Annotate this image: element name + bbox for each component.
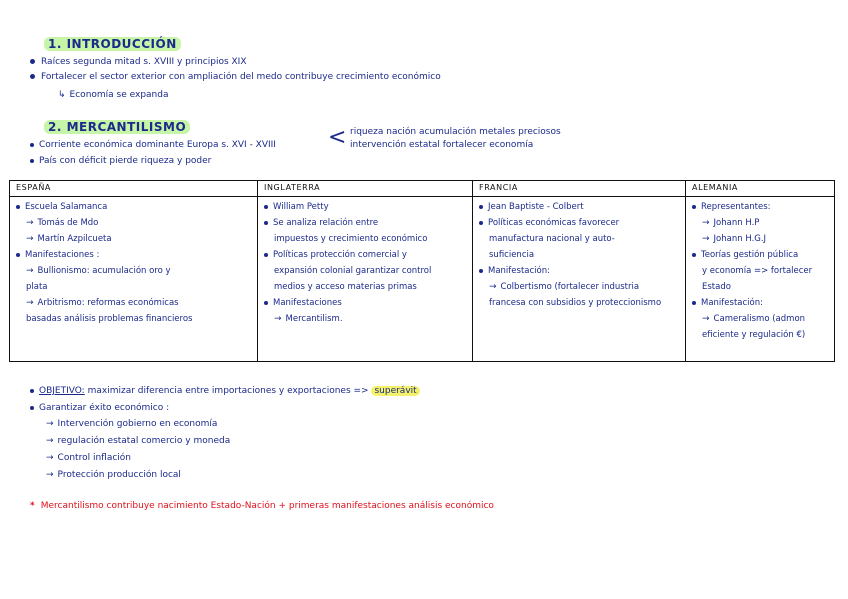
- cell-line-text: Jean Baptiste - Colbert: [488, 202, 584, 212]
- cell-line-text: impuestos y crecimiento económico: [274, 234, 428, 244]
- cell-line: [692, 279, 828, 295]
- cell-line: [479, 295, 679, 311]
- cell-line: [692, 311, 828, 327]
- merc-title: [44, 120, 190, 134]
- cell-line: [692, 263, 828, 279]
- intro-sub: [58, 89, 169, 101]
- brace-icon: <: [328, 125, 347, 150]
- cell-line: [16, 295, 251, 311]
- cell-line: [264, 247, 466, 263]
- cell-line: [264, 295, 466, 311]
- cell-espana: [10, 197, 258, 362]
- cell-inglaterra: [258, 197, 473, 362]
- cell-line-text: Johann H.P: [713, 218, 760, 228]
- cell-line-text: Manifestación:: [701, 298, 763, 308]
- conclusion-line: [30, 500, 494, 512]
- merc-bullet-1-text: Corriente económica dominante Europa s. XVI - XVIII: [39, 140, 276, 150]
- cell-line: [16, 263, 251, 279]
- cell-line: [692, 295, 828, 311]
- header-inglaterra: INGLATERRA: [258, 181, 473, 197]
- cell-line-text: expansión colonial garantizar control: [274, 266, 432, 276]
- arrow-icon: →: [46, 419, 54, 429]
- cell-line-text: suficiencia: [489, 250, 535, 260]
- bullet-icon: [30, 59, 35, 64]
- arrow-icon: →: [702, 218, 710, 228]
- cell-line: [479, 279, 679, 295]
- table-header-row: [10, 181, 835, 197]
- cell-line-text: Cameralismo (admon: [713, 314, 806, 324]
- objetivo-item-text: Control inflación: [57, 453, 131, 463]
- arrow-icon: →: [46, 453, 54, 463]
- objetivo-bullet-2: [30, 402, 169, 414]
- star-icon: *: [30, 501, 35, 511]
- intro-bullet-1-text: Raíces segunda mitad s. XVIII y principios XIX: [41, 57, 247, 67]
- cell-line-text: William Petty: [273, 202, 329, 212]
- bullet-icon: [30, 74, 35, 79]
- cell-line: [479, 247, 679, 263]
- arrow-icon: →: [702, 234, 710, 244]
- table-row: [10, 197, 835, 362]
- cell-line-text: Martín Azpilcueta: [37, 234, 112, 244]
- merc-bullet-2-text: País con déficit pierde riqueza y poder: [39, 156, 212, 166]
- objetivo-label: OBJETIVO:: [39, 386, 85, 396]
- header-alemania: ALEMANIA: [686, 181, 835, 197]
- cell-line: [264, 279, 466, 295]
- intro-bullet-2-text: Fortalecer el sector exterior con ampliación del medo contribuye crecimiento económico: [41, 72, 441, 82]
- cell-line-text: y economía => fortalecer: [702, 266, 813, 276]
- arrow-icon: →: [26, 234, 34, 244]
- cell-line-text: Bullionismo: acumulación oro y: [37, 266, 171, 276]
- countries-table: [9, 180, 835, 362]
- bullet-icon: [264, 205, 268, 209]
- cell-line-text: Colbertismo (fortalecer industria: [500, 282, 640, 292]
- cell-line: [16, 311, 251, 327]
- cell-francia: [473, 197, 686, 362]
- cell-line: [479, 231, 679, 247]
- cell-line: [16, 199, 251, 215]
- cell-line-text: Tomás de Mdo: [37, 218, 99, 228]
- cell-line-text: eficiente y regulación €): [702, 330, 806, 340]
- cell-line: [692, 215, 828, 231]
- cell-line-text: Estado: [702, 282, 731, 292]
- hook-arrow-icon: ↳: [58, 90, 66, 100]
- merc-branch-1: riqueza nación acumulación metales preciosos: [350, 127, 561, 137]
- cell-line-text: francesa con subsidios y proteccionismo: [489, 298, 662, 308]
- cell-line: [264, 199, 466, 215]
- cell-line: [479, 263, 679, 279]
- header-espana: ESPAÑA: [10, 181, 258, 197]
- arrow-icon: →: [46, 436, 54, 446]
- arrow-icon: →: [26, 218, 34, 228]
- objetivo-text: maximizar diferencia entre importaciones y exportaciones =>: [87, 386, 369, 396]
- bullet-icon: [692, 253, 696, 257]
- merc-bullet-2: [30, 155, 211, 167]
- cell-line: [479, 215, 679, 231]
- bullet-icon: [30, 159, 34, 163]
- cell-line-text: Manifestación:: [488, 266, 550, 276]
- bullet-icon: [692, 205, 696, 209]
- cell-line-text: Mercantilism.: [285, 314, 343, 324]
- bullet-icon: [479, 205, 483, 209]
- arrow-icon: →: [46, 470, 54, 480]
- cell-line-text: Teorías gestión pública: [701, 250, 799, 260]
- objetivo-bullet-2-text: Garantizar éxito económico :: [39, 403, 170, 413]
- intro-title-text: 1. INTRODUCCIÓN: [44, 37, 181, 51]
- intro-sub-text: Economía se expanda: [69, 90, 169, 100]
- cell-line: [16, 247, 251, 263]
- cell-line: [264, 231, 466, 247]
- bullet-icon: [16, 205, 20, 209]
- arrow-icon: →: [26, 298, 34, 308]
- arrow-icon: →: [26, 266, 34, 276]
- arrow-icon: →: [274, 314, 282, 324]
- objetivo-item: [46, 418, 217, 430]
- bullet-icon: [30, 143, 34, 147]
- objetivo-item-text: Intervención gobierno en economía: [57, 419, 218, 429]
- merc-branch-2: intervención estatal fortalecer economía: [350, 140, 534, 150]
- cell-line-text: Se analiza relación entre: [273, 218, 379, 228]
- objetivo-item-text: Protección producción local: [57, 470, 181, 480]
- conclusion-text: Mercantilismo contribuye nacimiento Estado-Nación + primeras manifestaciones análisis económico: [40, 501, 494, 511]
- cell-line-text: Representantes:: [701, 202, 771, 212]
- cell-line-text: plata: [26, 282, 48, 292]
- arrow-icon: →: [702, 314, 710, 324]
- bullet-icon: [264, 301, 268, 305]
- bullet-icon: [16, 253, 20, 257]
- bullet-icon: [30, 406, 34, 410]
- merc-title-text: 2. MERCANTILISMO: [44, 120, 190, 134]
- cell-line-text: Arbitrismo: reformas económicas: [37, 298, 179, 308]
- cell-line: [16, 231, 251, 247]
- cell-line-text: Manifestaciones: [273, 298, 342, 308]
- objetivo-item: [46, 469, 181, 481]
- objetivo-highlight: superávit: [371, 386, 419, 396]
- cell-line: [692, 247, 828, 263]
- bullet-icon: [264, 253, 268, 257]
- cell-line-text: Políticas económicas favorecer: [488, 218, 620, 228]
- objetivo-item: [46, 452, 131, 464]
- cell-line: [264, 263, 466, 279]
- bullet-icon: [30, 389, 34, 393]
- cell-alemania: [686, 197, 835, 362]
- bullet-icon: [479, 269, 483, 273]
- arrow-icon: →: [489, 282, 497, 292]
- cell-line-text: Manifestaciones :: [25, 250, 100, 260]
- header-francia: FRANCIA: [473, 181, 686, 197]
- cell-line-text: basadas análisis problemas financieros: [26, 314, 193, 324]
- intro-bullet-1: [30, 56, 247, 68]
- cell-line-text: medios y acceso materias primas: [274, 282, 417, 292]
- cell-line: [16, 279, 251, 295]
- cell-line-text: manufactura nacional y auto-: [489, 234, 615, 244]
- bullet-icon: [479, 221, 483, 225]
- cell-line: [264, 311, 466, 327]
- cell-line: [692, 231, 828, 247]
- intro-bullet-2: [30, 71, 441, 83]
- cell-line-text: Escuela Salamanca: [25, 202, 108, 212]
- cell-line: [479, 199, 679, 215]
- cell-line: [264, 215, 466, 231]
- objetivo-line: [30, 385, 420, 397]
- cell-line: [692, 327, 828, 343]
- objetivo-item-text: regulación estatal comercio y moneda: [57, 436, 231, 446]
- intro-title: [44, 37, 181, 51]
- bullet-icon: [264, 221, 268, 225]
- bullet-icon: [692, 301, 696, 305]
- cell-line-text: Johann H.G.J: [713, 234, 767, 244]
- objetivo-item: [46, 435, 230, 447]
- cell-line-text: Políticas protección comercial y: [273, 250, 407, 260]
- merc-bullet-1: [30, 139, 276, 151]
- cell-line: [692, 199, 828, 215]
- cell-line: [16, 215, 251, 231]
